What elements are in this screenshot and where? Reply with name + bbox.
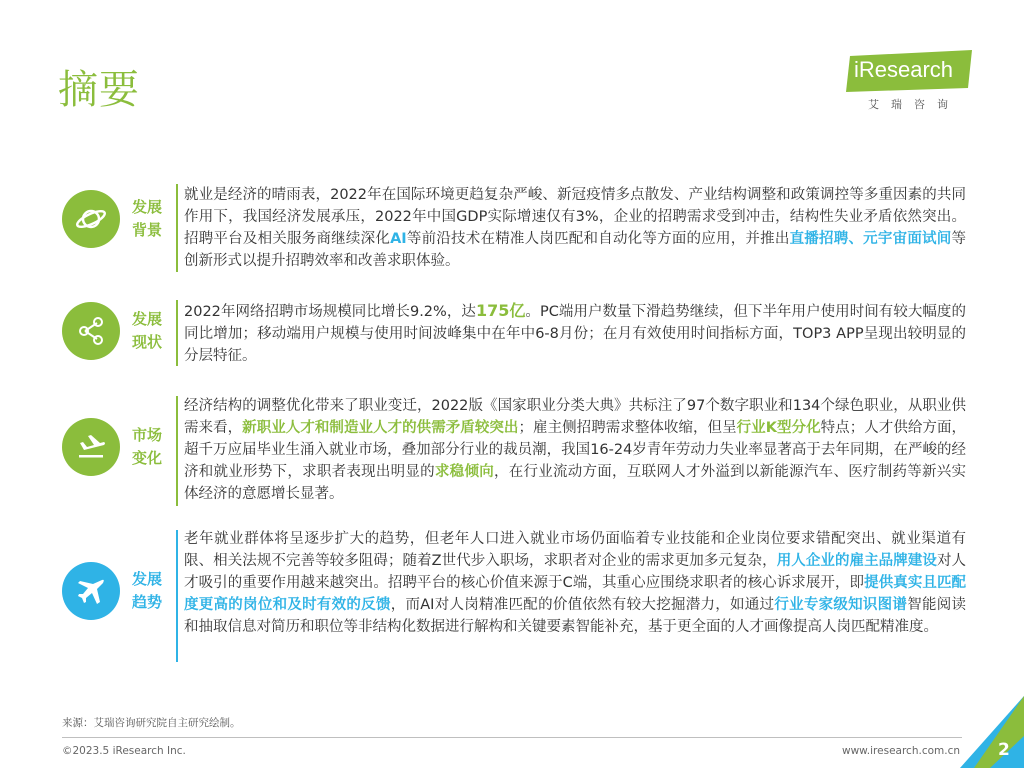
highlight-text: 用人企业的雇主品牌建设 [776, 553, 937, 569]
highlight-text: 新职业人才和制造业人才的供需矛盾较突出 [242, 420, 519, 436]
body-text: 等创新形式以提升招聘效率和改善求职体验。 [184, 231, 966, 269]
highlight-text: 175亿 [475, 301, 526, 320]
section-category-3: 市场 变化 [131, 426, 162, 467]
logo-chinese: 艾瑞咨询 [868, 98, 960, 111]
planet-icon [62, 190, 120, 248]
body-text: ，在行业流动方面，互联网人才外溢到以新能源汽车、医疗制药等新兴实体经济的意愿增长显著。 [184, 464, 967, 502]
body-text: 对人才吸引的重要作用越来越突出。招聘平台的核心价值来源于C端，其重心应围绕求职者的核心诉求展开，即 [184, 553, 967, 591]
highlight-text: 行业专家级知识图谱 [774, 597, 908, 613]
body-text: 智能阅读和抽取信息对简历和职位等非结构化数据进行解构和关键要素智能补充，基于更全面的人才画像提高人岗匹配精准度。 [184, 597, 966, 635]
share-icon [62, 302, 120, 360]
body-text: 就业是经济的晴雨表，2022年在国际环境更趋复杂严峻、新冠疫情多点散发、产业结构调整和政策调控等多重因素的共同作用下，我国经济发展承压，2022年中国GDP实际增速仅有3%，企业的招聘需求受到冲击，结构性失业矛盾依然突出。招聘平台及相关服务商继续深化 [184, 187, 966, 247]
section-category-4: 发展 趋势 [131, 570, 162, 611]
body-text: ；雇主侧招聘需求整体收缩，但呈 [518, 420, 737, 436]
highlight-text: 求稳倾向 [434, 464, 494, 480]
body-text: 2022年网络招聘市场规模同比增长9.2%，达 [184, 304, 476, 320]
corner-decoration [960, 696, 1024, 768]
page-title: 摘要 [58, 67, 140, 113]
section-text-1 [184, 184, 966, 272]
body-text: 特点；人才供给方面，超千万应届毕业生涌入就业市场，叠加部分行业的裁员潮，我国16-24岁青年劳动力失业率显著高于去年同期，在严峻的经济和就业形势下，求职者表现出明显的 [184, 420, 967, 480]
copyright: ©2023.5 iResearch Inc. [62, 745, 186, 757]
highlight-text: AI [390, 231, 407, 247]
section-divider-4 [176, 530, 178, 662]
footer-divider [62, 737, 962, 738]
body-text: 老年就业群体将呈逐步扩大的趋势，但老年人口进入就业市场仍面临着专业技能和企业岗位要求错配突出、就业渠道有限、相关法规不完善等较多阻碍；随着Z世代步入职场，求职者对企业的需求更加多元复杂， [184, 531, 966, 569]
page-number: 2 [998, 740, 1010, 760]
section-text-3 [184, 395, 966, 505]
section-divider-3 [176, 396, 178, 506]
section-category-1: 发展 背景 [131, 198, 162, 239]
section-text-4 [184, 528, 966, 638]
website-link[interactable]: www.iresearch.com.cn [842, 745, 961, 757]
section-category-2: 发展 现状 [131, 310, 162, 351]
body-text: 经济结构的调整优化带来了职业变迁，2022版《国家职业分类大典》共标注了97个数字职业和134个绿色职业，从职业供需来看， [184, 398, 966, 436]
section-divider-2 [176, 300, 178, 366]
highlight-text: 提供真实且匹配度更高的岗位和及时有效的反馈 [184, 575, 967, 613]
section-divider-1 [176, 184, 178, 272]
plane-landing-icon [62, 418, 120, 476]
logo-brand: iResearch [854, 57, 954, 82]
airplane-icon [62, 562, 120, 620]
body-text: 。PC端用户数量下滑趋势继续，但下半年用户使用时间有较大幅度的同比增加；移动端用户规模与使用时间波峰集中在年中6-8月份；在月有效使用时间指标方面，TOP3 APP呈现出较明显的分层特征。 [184, 304, 966, 364]
highlight-text: 直播招聘、元宇宙面试间 [789, 231, 952, 247]
section-text-2 [184, 300, 966, 367]
body-text: 等前沿技术在精准人岗匹配和自动化等方面的应用，并推出 [406, 231, 790, 247]
source-note: 来源：艾瑞咨询研究院自主研究绘制。 [62, 717, 241, 729]
highlight-text: 行业K型分化 [736, 420, 821, 436]
iresearch-logo [846, 50, 976, 118]
body-text: ，而AI对人岗精准匹配的价值依然有较大挖掘潜力，如通过 [390, 597, 775, 613]
